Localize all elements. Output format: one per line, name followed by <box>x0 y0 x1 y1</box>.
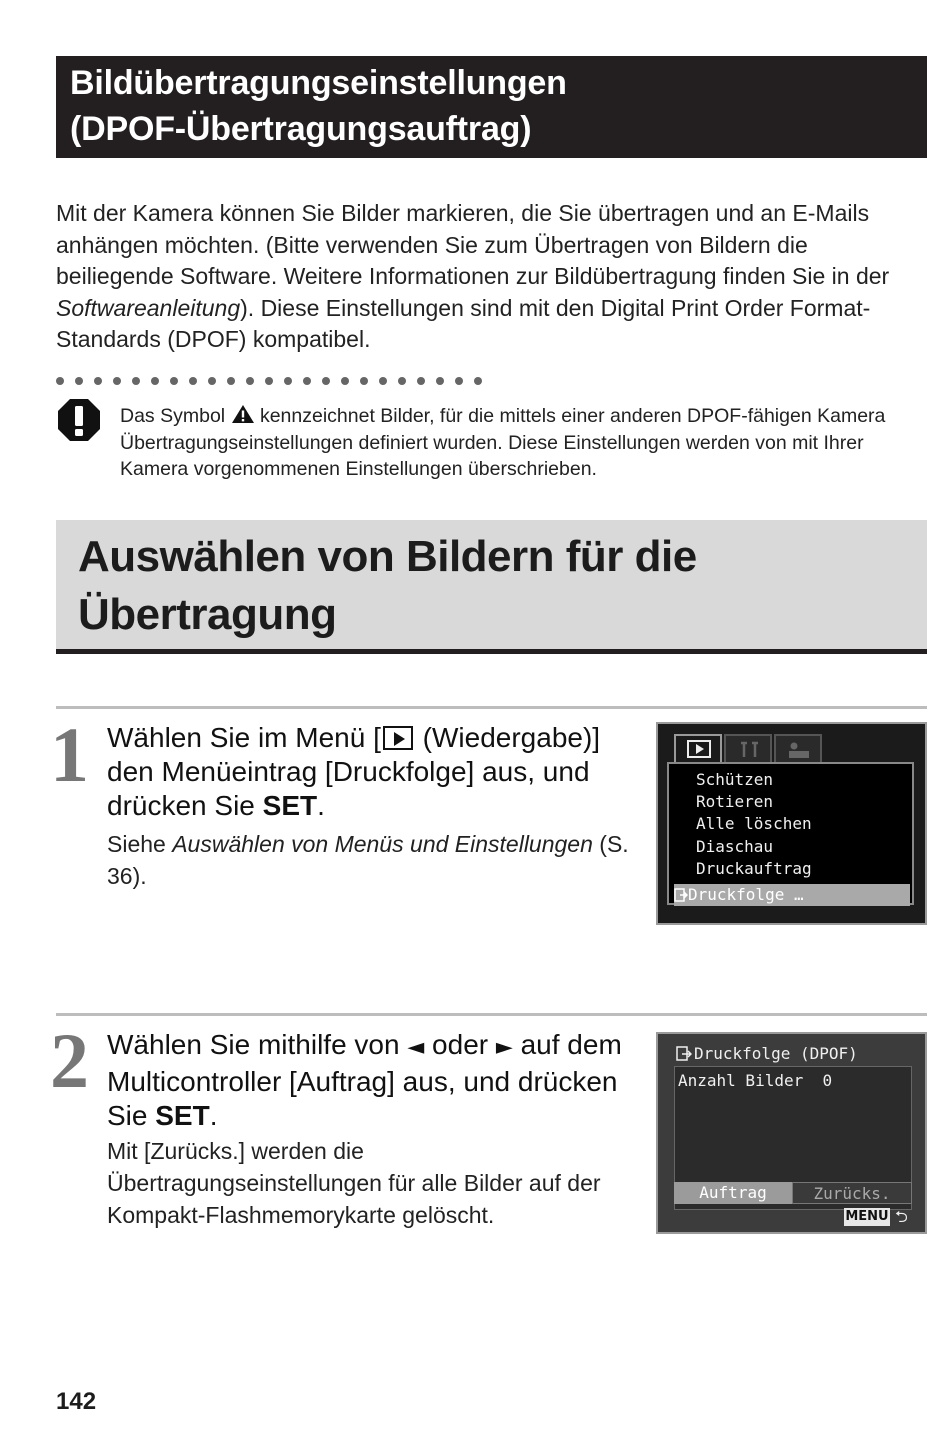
step-divider <box>56 706 927 709</box>
step2-period: . <box>209 1100 218 1131</box>
caution-note <box>120 403 910 483</box>
image-count <box>678 1071 832 1091</box>
intro-text-2: ). Diese Einstellungen sind mit den Digital Print Order Format-Standards (DPOF) kompatibel. <box>56 294 871 353</box>
step-divider <box>56 1013 927 1016</box>
right-arrow-icon: ► <box>495 1035 513 1060</box>
chapter-title <box>56 56 927 158</box>
caution-text-before: Das Symbol <box>120 405 231 427</box>
return-icon: ⮌ <box>895 1207 908 1226</box>
separator-dot <box>113 377 121 385</box>
step1-ref-page: (S. 36). <box>107 831 629 889</box>
menu-item: Druckauftrag <box>696 859 812 878</box>
chapter-title-line1: Bildübertragungseinstellungen <box>70 64 567 102</box>
separator-dot <box>341 377 349 385</box>
playback-icon <box>383 726 413 750</box>
separator-dot <box>56 377 64 385</box>
separator-dot <box>303 377 311 385</box>
caution-text-after: kennzeichnet Bilder, für die mittels einer anderen DPOF-fähigen Kamera Übertragungseinstellungen definiert wurden. Diese Einstellungen werden von mit Ihrer Kamera vorgenommenen Einstellungen überschrieben. <box>120 405 886 480</box>
menu-item: Schützen <box>696 770 774 789</box>
step2-instruction <box>107 1028 632 1133</box>
separator-dot <box>132 377 140 385</box>
reset-button: Zurücks. <box>792 1182 912 1204</box>
separator-dot <box>474 377 482 385</box>
page-number: 142 <box>56 1388 97 1415</box>
tab-playback <box>674 734 722 762</box>
separator-dot <box>436 377 444 385</box>
step1-period: . <box>317 790 325 821</box>
separator-dot <box>151 377 159 385</box>
menu-item-selected-label: Druckfolge … <box>688 885 804 904</box>
menu-item-selected <box>674 884 910 906</box>
separator-dot <box>265 377 273 385</box>
separator-dot <box>322 377 330 385</box>
separator-dot <box>170 377 178 385</box>
separator-dot <box>75 377 83 385</box>
separator-dot <box>246 377 254 385</box>
separator-dot <box>379 377 387 385</box>
camera-tab-icon <box>788 741 812 759</box>
camera-menu-screen <box>656 722 927 925</box>
menu-item: Diaschau <box>696 837 774 856</box>
dotted-separator <box>56 373 496 389</box>
menu-item: Rotieren <box>696 792 774 811</box>
left-arrow-icon: ◄ <box>407 1035 425 1060</box>
set-button-label: SET <box>262 790 318 821</box>
section-heading-line1: Auswählen von Bildern für die <box>78 532 697 581</box>
order-button: Auftrag <box>674 1182 792 1204</box>
step1-ref-prefix: Siehe <box>107 831 173 857</box>
step-number: 1 <box>50 711 89 798</box>
step2-text-b: auf dem Multicontroller [Auftrag] aus, und drücken Sie <box>107 1029 622 1131</box>
separator-dot <box>189 377 197 385</box>
set-button-label: SET <box>155 1100 210 1131</box>
separator-dot <box>455 377 463 385</box>
menu-item: Alle löschen <box>696 814 812 833</box>
caution-icon <box>56 397 102 443</box>
step-number: 2 <box>50 1017 89 1104</box>
step2-text-a: Wählen Sie mithilfe von <box>107 1029 408 1060</box>
image-count-label: Anzahl Bilder <box>678 1071 804 1090</box>
intro-italic: Softwareanleitung <box>56 294 241 321</box>
separator-dot <box>208 377 216 385</box>
separator-dot <box>227 377 235 385</box>
menu-panel <box>667 762 914 905</box>
tab-settings <box>724 734 772 762</box>
playback-tab-icon <box>687 740 711 758</box>
step1-reference <box>107 828 632 892</box>
section-heading <box>56 520 927 654</box>
tab-mycamera <box>774 734 822 762</box>
step2-note: Mit [Zurücks.] werden die Übertragungseinstellungen für alle Bilder auf der Kompakt-Flashmemorykarte gelöscht. <box>107 1138 601 1228</box>
image-count-value: 0 <box>822 1071 833 1090</box>
step1-text-b: (Wiedergabe)] den Menüeintrag [Druckfolge] aus, und drücken Sie <box>107 722 601 821</box>
section-heading-line2: Übertragung <box>78 590 337 639</box>
separator-dot <box>284 377 292 385</box>
intro-text-1: Mit der Kamera können Sie Bilder markieren, die Sie übertragen und an E-Mails anhängen möchten. (Bitte verwenden Sie zum Übertragen von Bildern die beiliegende Software. Weitere Informationen zur Bildübertragung finden Sie in der <box>56 200 890 290</box>
step1-instruction <box>107 721 632 823</box>
chapter-title-line2: (DPOF-Übertragungsauftrag) <box>70 110 532 148</box>
screen-title-text: Druckfolge (DPOF) <box>694 1044 858 1063</box>
separator-dot <box>360 377 368 385</box>
tools-tab-icon <box>738 741 762 759</box>
step1-text-a: Wählen Sie im Menü [ <box>107 722 381 753</box>
transfer-order-icon <box>676 1046 692 1062</box>
menu-tabs <box>674 734 824 762</box>
warning-triangle-icon <box>231 404 255 424</box>
dpof-order-screen <box>656 1032 927 1234</box>
screen-title <box>666 1042 917 1066</box>
separator-dot <box>398 377 406 385</box>
transfer-order-icon <box>674 888 688 902</box>
step2-text-mid: oder <box>424 1029 496 1060</box>
step1-ref-title: Auswählen von Menüs und Einstellungen <box>172 831 593 857</box>
separator-dot <box>94 377 102 385</box>
separator-dot <box>417 377 425 385</box>
menu-key-label: MENU <box>845 1209 889 1224</box>
intro-paragraph <box>56 198 916 356</box>
